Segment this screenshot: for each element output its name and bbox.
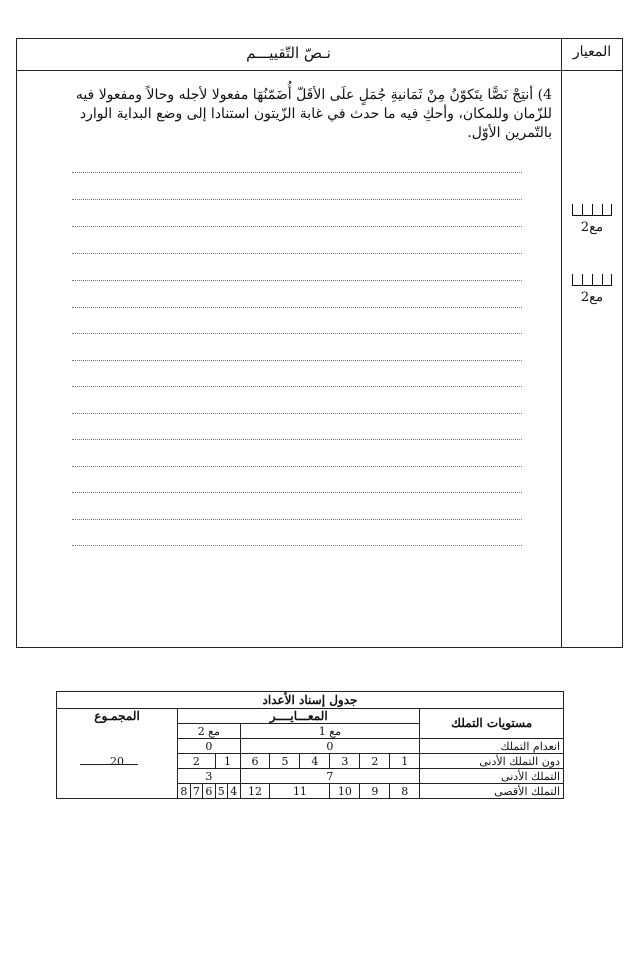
cell-none-c2: 0	[178, 739, 240, 754]
total-spacer	[57, 724, 178, 739]
total-value: 20	[57, 754, 178, 769]
answer-line[interactable]	[72, 360, 522, 361]
crit1-header: مع 1	[240, 724, 420, 739]
answer-line[interactable]	[72, 307, 522, 308]
criterion-label: مع2	[580, 220, 604, 235]
criterion-label: مع2	[580, 290, 604, 305]
cell-min-c1: 7	[240, 769, 420, 784]
answer-line[interactable]	[72, 172, 522, 173]
answer-line[interactable]	[72, 226, 522, 227]
header-levels: مستويات التملك	[420, 709, 564, 739]
table-row: 20 2 1 6 5 4 3 2 1 دون التملك الأدنى	[57, 754, 564, 769]
answer-line[interactable]	[72, 413, 522, 414]
cell-none-c1: 0	[240, 739, 420, 754]
level-below-min: دون التملك الأدنى	[420, 754, 564, 769]
level-none: انعدام التملك	[420, 739, 564, 754]
header-divider	[16, 70, 623, 71]
answer-line[interactable]	[72, 333, 522, 334]
grading-table	[56, 691, 564, 799]
answer-line[interactable]	[72, 545, 522, 546]
header-total: المجمـوع	[57, 709, 178, 724]
level-min: التملك الأدنى	[420, 769, 564, 784]
answer-line[interactable]	[72, 199, 522, 200]
answer-line[interactable]	[72, 519, 522, 520]
table-row: 8 7 6 5 4 12 11 10 9 8 التملك الأقصى	[57, 784, 564, 799]
criteria-header: المعيار	[572, 44, 612, 60]
answer-line[interactable]	[72, 439, 522, 440]
score-box-criterion-2a[interactable]	[572, 204, 612, 216]
header-criteria: المعـــايــــر	[178, 709, 420, 724]
answer-line[interactable]	[72, 280, 522, 281]
answer-line[interactable]	[72, 492, 522, 493]
score-box-criterion-2b[interactable]	[572, 274, 612, 286]
answer-line[interactable]	[72, 253, 522, 254]
evaluation-text-header: نـصّ التّقييـــم	[246, 44, 331, 62]
level-max: التملك الأقصى	[420, 784, 564, 799]
total-underline	[80, 764, 138, 765]
cell-min-c2: 3	[178, 769, 240, 784]
question-4: 4) أنتِجْ نَصًّا يتَكوّنُ مِنْ ثَمَانيةِ جُمَلٍ علَى الأقَلّ أُضَمّنُهَا مفعولا لأجله وحالاً ومفعولا فيه للزّمان وللمكان، وأحكِ فيه ما حدث في غابة الزّيتون استنادا إلى وضع البداية الوارد بالتّمرين الأوّل.	[75, 87, 552, 141]
table-row	[57, 739, 564, 754]
table-caption: جدول إسناد الأعداد	[57, 692, 564, 709]
answer-line[interactable]	[72, 466, 522, 467]
crit2-header: مع 2	[178, 724, 240, 739]
table-row	[57, 769, 564, 784]
criteria-column-divider	[561, 38, 562, 648]
answer-line[interactable]	[72, 386, 522, 387]
